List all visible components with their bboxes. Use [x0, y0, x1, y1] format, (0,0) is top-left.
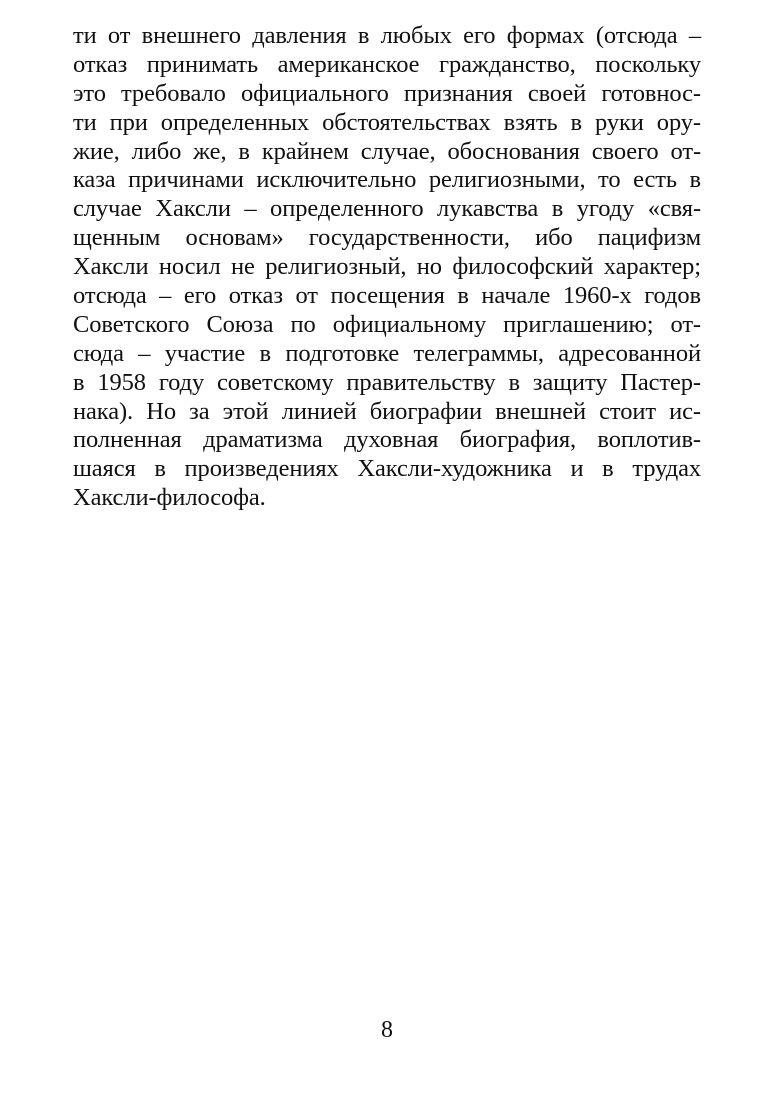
text-line-3: это требовало официального признания своей готовнос- — [73, 79, 701, 107]
text-line-6: каза причинами исключительно религиозными, то есть в — [73, 166, 701, 194]
text-line-4: ти при определенных обстоятельствах взять в руки ору- — [73, 108, 701, 136]
text-line-13: в 1958 году советскому правительству в защиту Пастер- — [73, 368, 701, 396]
text-line-17: Хаксли-философа. — [73, 484, 266, 512]
text-line-5: жие, либо же, в крайнем случае, обоснования своего от- — [73, 137, 701, 165]
text-line-10: отсюда – его отказ от посещения в начале 1960-х годов — [73, 282, 701, 310]
text-line-1: ти от внешнего давления в любых его формах (отсюда – — [73, 22, 701, 49]
text-line-2: отказ принимать американское гражданство, поскольку — [73, 50, 701, 78]
text-line-7: случае Хаксли – определенного лукавства в угоду «свя- — [73, 195, 701, 223]
text-line-8: щенным основам» государственности, ибо пацифизм — [73, 224, 701, 252]
body-text — [73, 22, 701, 513]
page-number: 8 — [381, 1017, 393, 1043]
text-line-11: Советского Союза по официальному приглашению; от- — [73, 310, 701, 338]
text-line-9: Хаксли носил не религиозный, но философский характер; — [73, 253, 701, 281]
text-line-15: полненная драматизма духовная биография, воплотив- — [73, 426, 701, 454]
text-line-12: сюда – участие в подготовке телеграммы, адресованной — [73, 339, 701, 367]
text-line-14: нака). Но за этой линией биографии внешней стоит ис- — [73, 397, 701, 425]
text-line-16: шаяся в произведениях Хаксли-художника и в трудах — [73, 455, 701, 483]
